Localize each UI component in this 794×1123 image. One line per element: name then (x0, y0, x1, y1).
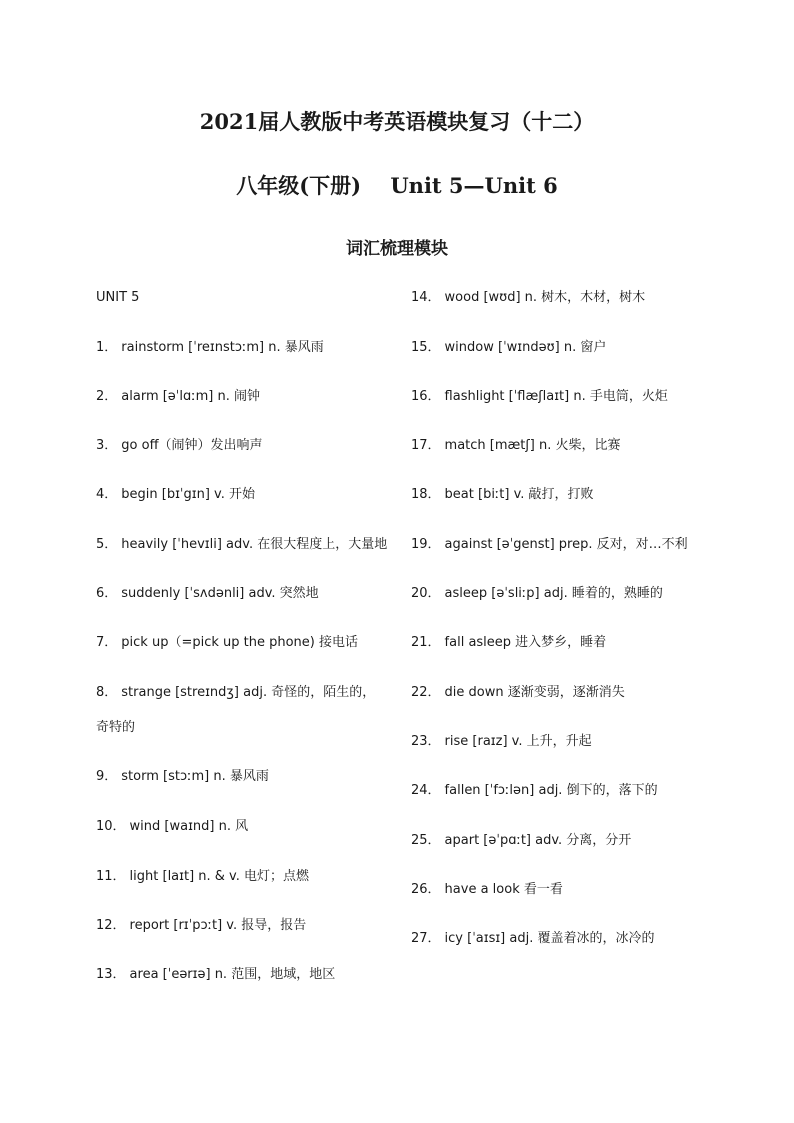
vocab-entry (411, 280, 645, 315)
vocab-entry (96, 759, 269, 794)
vocab-entry (96, 477, 255, 512)
entry-number: 26． (411, 882, 441, 897)
vocab-entry (96, 428, 263, 463)
vocab-entry (411, 823, 631, 858)
vocab-entry (411, 773, 658, 808)
entry-text: apart [əˈpɑːt] adv. 分离，分开 (444, 833, 632, 848)
entry-number: 6． (96, 586, 118, 601)
vocab-entry (411, 527, 688, 562)
entry-text: strange [streɪndʒ] adj. 奇怪的，陌生的，奇特的 (96, 685, 376, 735)
entry-text: die down 逐渐变弱，逐渐消失 (444, 685, 625, 700)
entry-number: 23． (411, 734, 441, 749)
entry-text: rise [raɪz] v. 上升，升起 (444, 734, 592, 749)
entry-text: flashlight [ˈflæʃlaɪt] n. 手电筒，火炬 (444, 389, 668, 404)
entry-text: pick up（=pick up the phone) 接电话 (121, 635, 358, 650)
entry-text: match [mætʃ] n. 火柴，比赛 (444, 438, 621, 453)
entry-text: alarm [əˈlɑːm] n. 闹钟 (121, 389, 260, 404)
entry-text: window [ˈwɪndəʊ] n. 窗户 (444, 340, 607, 355)
entry-number: 3． (96, 438, 118, 453)
vocab-entry (411, 477, 594, 512)
entry-text: heavily [ˈhevɪli] adv. 在很大程度上，大量地 (121, 537, 388, 552)
entry-number: 16． (411, 389, 441, 404)
entry-text: have a look 看一看 (444, 882, 563, 897)
vocab-entry (411, 921, 654, 956)
entry-text: fall asleep 进入梦乡，睡着 (444, 635, 607, 650)
vocab-entry (411, 428, 620, 463)
entry-number: 11． (96, 869, 126, 884)
entry-text: rainstorm [ˈreɪnstɔːm] n. 暴风雨 (121, 340, 324, 355)
vocab-entry (96, 957, 335, 992)
vocab-entry (411, 625, 606, 660)
unit-heading: UNIT 5 (96, 290, 140, 305)
entry-text: icy [ˈaɪsɪ] adj. 覆盖着冰的，冰冷的 (444, 931, 655, 946)
entry-text: go off（闹钟）发出响声 (121, 438, 263, 453)
entry-text: fallen [ˈfɔːlən] adj. 倒下的，落下的 (444, 783, 658, 798)
entry-text: report [rɪˈpɔːt] v. 报导，报告 (129, 918, 307, 933)
entry-number: 24． (411, 783, 441, 798)
entry-number: 21． (411, 635, 441, 650)
entry-number: 14． (411, 290, 441, 305)
entry-text: area [ˈeərɪə] n. 范围，地域，地区 (129, 967, 336, 982)
vocab-entry (411, 872, 563, 907)
document-title: 2021届人教版中考英语模块复习（十二） (199, 109, 595, 134)
entry-number: 19． (411, 537, 441, 552)
entry-number: 7． (96, 635, 118, 650)
entry-text: begin [bɪˈgɪn] v. 开始 (121, 487, 255, 502)
vocab-entry (96, 625, 358, 660)
entry-number: 2． (96, 389, 118, 404)
vocab-entry (96, 576, 319, 611)
vocab-entry (96, 330, 324, 365)
vocab-entry (96, 809, 248, 844)
vocab-entry (96, 908, 306, 943)
entry-number: 27． (411, 931, 441, 946)
vocab-entry (96, 379, 260, 414)
entry-number: 1． (96, 340, 118, 355)
entry-number: 10． (96, 819, 126, 834)
vocab-entry (411, 724, 592, 759)
entry-number: 4． (96, 487, 118, 502)
entry-text: against [əˈgenst] prep. 反对，对…不利 (444, 537, 688, 552)
vocab-entry (411, 576, 663, 611)
vocab-entry (411, 379, 668, 414)
vocab-entry (96, 527, 387, 562)
entry-number: 5． (96, 537, 118, 552)
document-subtitle: 八年级(下册) Unit 5—Unit 6 (236, 173, 558, 198)
entry-text: beat [biːt] v. 敲打，打败 (444, 487, 594, 502)
vocab-entry (96, 675, 388, 745)
vocab-entry (411, 330, 606, 365)
entry-number: 8． (96, 685, 118, 700)
entry-number: 25． (411, 833, 441, 848)
entry-text: suddenly [ˈsʌdənli] adv. 突然地 (121, 586, 319, 601)
vocab-entry (96, 859, 309, 894)
entry-text: asleep [əˈsliːp] adj. 睡着的，熟睡的 (444, 586, 663, 601)
entry-number: 15． (411, 340, 441, 355)
entry-text: storm [stɔːm] n. 暴风雨 (121, 769, 269, 784)
entry-number: 17． (411, 438, 441, 453)
entry-number: 20． (411, 586, 441, 601)
entry-number: 22． (411, 685, 441, 700)
entry-number: 18． (411, 487, 441, 502)
entry-text: wind [waɪnd] n. 风 (129, 819, 249, 834)
entry-number: 13． (96, 967, 126, 982)
section-title: 词汇梳理模块 (346, 239, 448, 259)
vocab-entry (411, 675, 625, 710)
entry-text: light [laɪt] n. & v. 电灯；点燃 (129, 869, 309, 884)
entry-number: 12． (96, 918, 126, 933)
entry-text: wood [wʊd] n. 树木，木材，树木 (444, 290, 646, 305)
entry-number: 9． (96, 769, 118, 784)
